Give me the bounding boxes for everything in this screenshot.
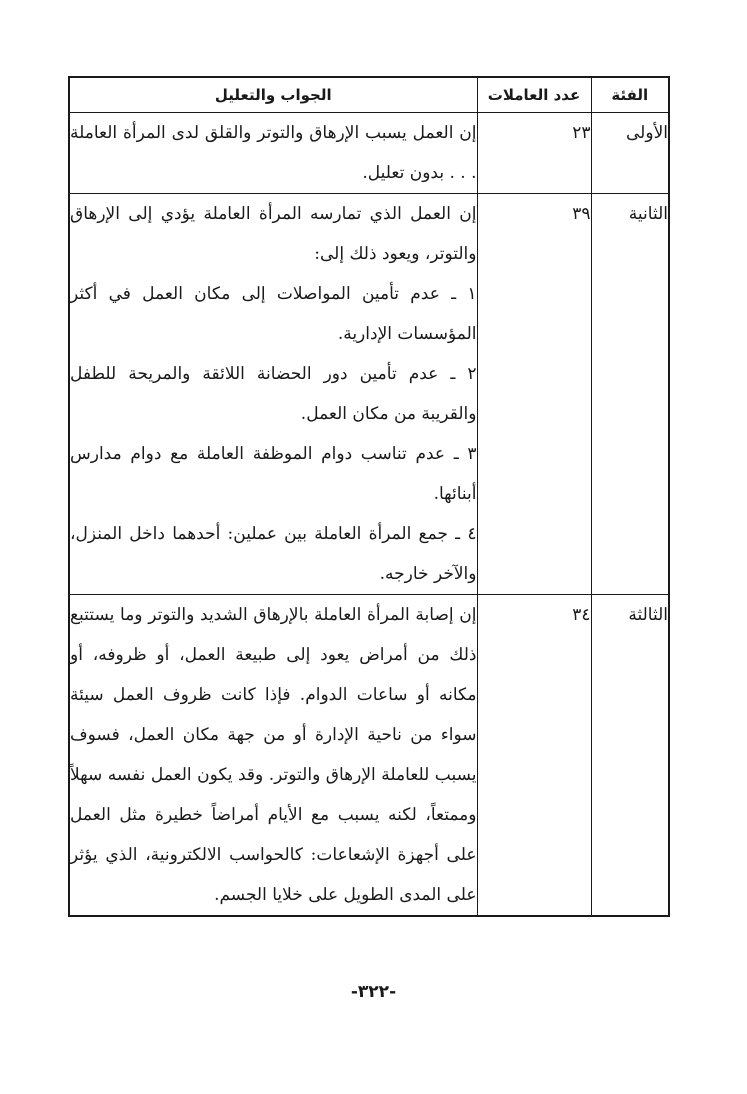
table-row xyxy=(69,113,669,194)
answer-list-item: ٣ ـ عدم تناسب دوام الموظفة العاملة مع دوام مدارس أبنائها. xyxy=(70,444,477,504)
table-row xyxy=(69,595,669,917)
answer-cell xyxy=(69,194,477,595)
category-cell: الثالثة xyxy=(591,595,669,917)
answer-paragraph: إن إصابة المرأة العاملة بالإرهاق الشديد والتوتر وما يستتبع ذلك من أمراض يعود إلى طبيعة العمل، أو ظروفه، أو مكانه أو ساعات الدوام. فإذا كانت ظروف العمل سيئة سواء من ناحية الإدارة أو من جهة مكان العمل، فسوف يسبب للعاملة الإرهاق والتوتر. وقد يكون العمل نفسه سهلاً وممتعاً، لكنه يسبب مع الأيام أمراضاً خطيرة مثل العمل على أجهزة الإشعاعات: كالحواسب الالكترونية، الذي يؤثر على المدى الطويل على خلايا الجسم. xyxy=(70,605,477,905)
category-cell: الأولى xyxy=(591,113,669,194)
survey-table xyxy=(68,76,670,917)
header-answer: الجواب والتعليل xyxy=(69,77,477,113)
count-cell: ٣٩ xyxy=(477,194,591,595)
table-row xyxy=(69,194,669,595)
answer-list-item: ٤ ـ جمع المرأة العاملة بين عملين: أحدهما داخل المنزل، والآخر خارجه. xyxy=(70,524,477,584)
answer-list-item: ١ ـ عدم تأمين المواصلات إلى مكان العمل في أكثر المؤسسات الإدارية. xyxy=(70,284,477,344)
header-count: عدد العاملات xyxy=(477,77,591,113)
answer-cell xyxy=(69,113,477,194)
page-number: -٣٢٢- xyxy=(350,982,397,1002)
answer-list-item: ٢ ـ عدم تأمين دور الحضانة اللائقة والمريحة للطفل والقريبة من مكان العمل. xyxy=(70,364,477,424)
answer-paragraph: إن العمل الذي تمارسه المرأة العاملة يؤدي إلى الإرهاق والتوتر، ويعود ذلك إلى: xyxy=(70,204,477,264)
count-cell: ٢٣ xyxy=(477,113,591,194)
count-cell: ٣٤ xyxy=(477,595,591,917)
table-header-row xyxy=(69,77,669,113)
header-category: الفئة xyxy=(591,77,669,113)
category-cell: الثانية xyxy=(591,194,669,595)
answer-cell xyxy=(69,595,477,917)
answer-paragraph: إن العمل يسبب الإرهاق والتوتر والقلق لدى المرأة العاملة . . . بدون تعليل. xyxy=(70,123,477,183)
